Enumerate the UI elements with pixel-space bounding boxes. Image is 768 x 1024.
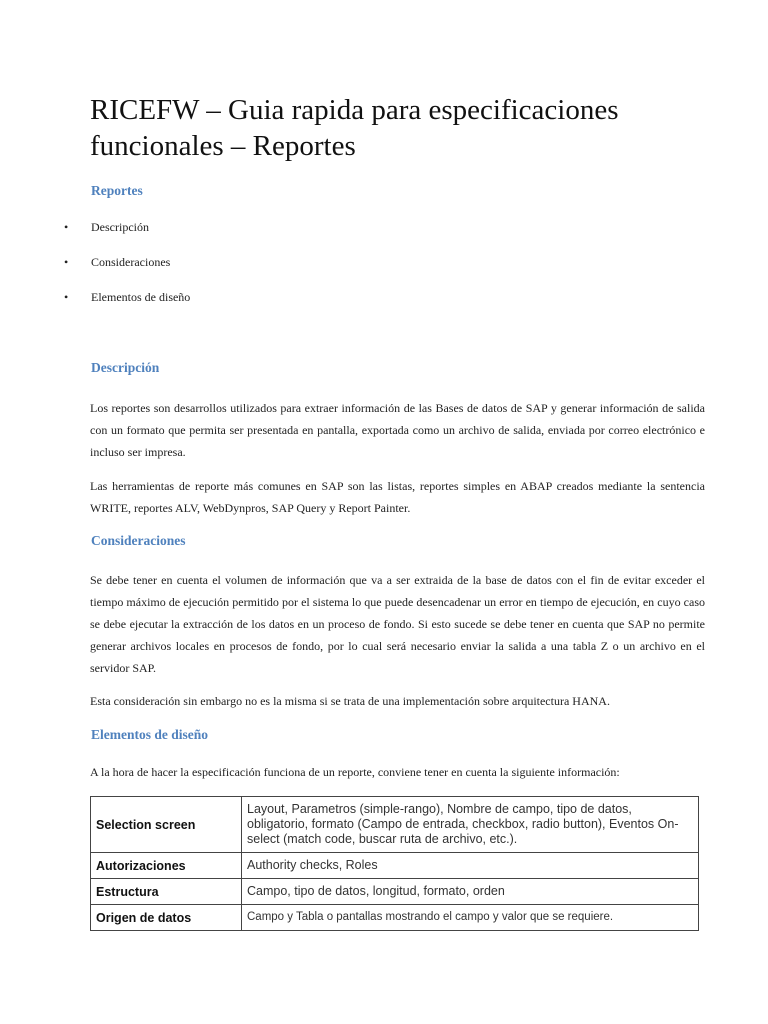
- toc-item-label: Consideraciones: [91, 255, 171, 269]
- table-value-cell: Layout, Parametros (simple-rango), Nombre de campo, tipo de datos, obligatorio, formato (Campo de entrada, checkbox, radio button), Eventos On-select (match code, buscar ruta de archivo, etc.).: [242, 797, 699, 853]
- consideraciones-paragraph-2: Esta consideración sin embargo no es la misma si se trata de una implementación sobre arquitectura HANA.: [90, 694, 610, 708]
- bullet-icon: •: [64, 290, 69, 304]
- elementos-intro: A la hora de hacer la especificación funciona de un reporte, conviene tener en cuenta la siguiente información:: [90, 765, 620, 779]
- toc-item: [64, 253, 190, 288]
- design-elements-table: [90, 796, 699, 931]
- toc-item: [64, 218, 190, 253]
- consideraciones-paragraph-1: Se debe tener en cuenta el volumen de información que va a ser extraida de la base de datos con el fin de evitar exceder el tiempo máximo de ejecución permitido por el sistema lo que puede desencadenar un error en tiempo de ejecución, en cuyo caso se debe ejecutar la extracción de los datos en un proceso de fondo. Si esto sucede se debe tener en cuenta que SAP no permite generar archivos locales en procesos de fondo, por lo cual será necesario enviar la salida a una tabla Z o un archivo en el servidor SAP.: [90, 573, 705, 675]
- section-heading-elementos: Elementos de diseño: [91, 727, 209, 742]
- toc-item-label: Descripción: [91, 220, 149, 234]
- bullet-icon: •: [64, 220, 69, 234]
- section-heading-descripcion: Descripción: [91, 360, 160, 375]
- bullet-icon: •: [64, 255, 69, 269]
- table-row: [91, 879, 699, 905]
- table-key-cell: Estructura: [91, 879, 242, 905]
- section-heading-consideraciones: Consideraciones: [91, 533, 186, 548]
- table-key-cell: Origen de datos: [91, 905, 242, 931]
- section-heading-reportes: Reportes: [91, 183, 143, 198]
- table-value-cell: Campo, tipo de datos, longitud, formato, orden: [242, 879, 699, 905]
- table-value-cell: Campo y Tabla o pantallas mostrando el campo y valor que se requiere.: [242, 905, 699, 931]
- table-key-cell: Selection screen: [91, 797, 242, 853]
- toc-item: [64, 288, 190, 323]
- toc-item-label: Elementos de diseño: [91, 290, 191, 304]
- table-row: [91, 905, 699, 931]
- table-row: [91, 797, 699, 853]
- descripcion-paragraph-2: Las herramientas de reporte más comunes en SAP son las listas, reportes simples en ABAP creados mediante la sentencia WRITE, reportes ALV, WebDynpros, SAP Query y Report Painter.: [90, 479, 705, 515]
- descripcion-paragraph-1: Los reportes son desarrollos utilizados para extraer información de las Bases de datos de SAP y generar información de salida con un formato que permita ser presentada en pantalla, exportada como un archivo de salida, enviada por correo electrónico e incluso ser impresa.: [90, 401, 705, 459]
- table-key-cell: Autorizaciones: [91, 853, 242, 879]
- table-row: [91, 853, 699, 879]
- table-value-cell: Authority checks, Roles: [242, 853, 699, 879]
- toc-list: [64, 218, 190, 323]
- document-title: RICEFW – Guia rapida para especificaciones funcionales – Reportes: [90, 94, 619, 162]
